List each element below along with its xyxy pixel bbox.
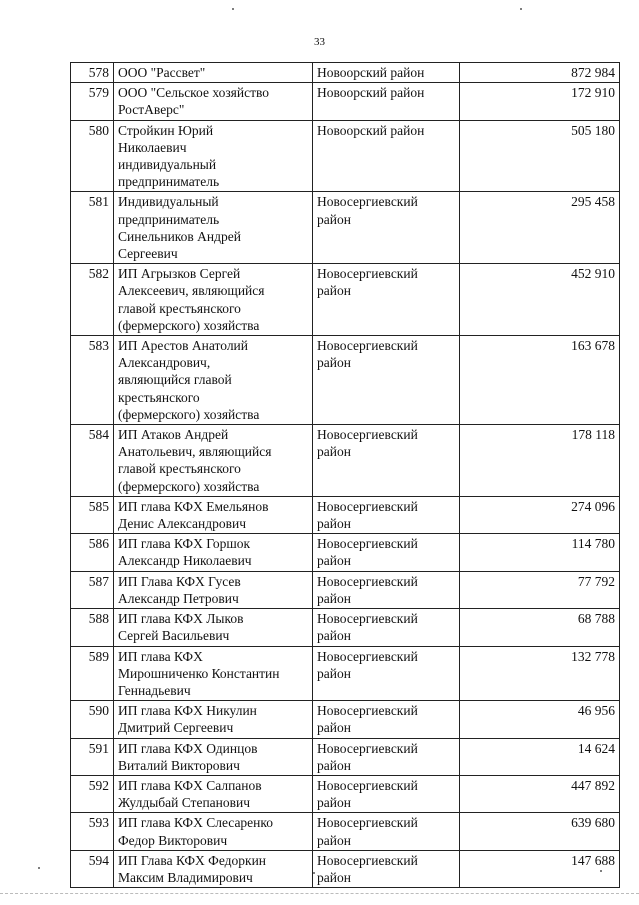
row-number: 586	[71, 534, 114, 571]
row-number: 588	[71, 609, 114, 646]
recipient-name-line: РостАверс"	[118, 102, 185, 118]
recipient-name-line: (фермерского) хозяйства	[118, 478, 260, 494]
recipient-name-cell	[114, 646, 313, 701]
row-number: 590	[71, 701, 114, 738]
recipient-name-line: Федор Викторович	[118, 832, 228, 848]
recipient-name-line: Дмитрий Сергеевич	[118, 720, 234, 736]
district-line: Новосергиевский	[317, 777, 418, 793]
recipient-name-line: Виталий Викторович	[118, 757, 240, 773]
amount-cell: 447 892	[460, 775, 620, 812]
row-number: 578	[71, 63, 114, 83]
district-line: Новосергиевский	[317, 703, 418, 719]
recipient-name-line: Александр Петрович	[118, 590, 239, 606]
recipient-name-line: являющийся главой	[118, 372, 232, 388]
table-row	[71, 496, 620, 533]
recipient-name-line: Геннадьевич	[118, 682, 191, 698]
table-row	[71, 850, 620, 887]
recipient-name-cell	[114, 571, 313, 608]
recipient-name-cell	[114, 850, 313, 887]
district-line: Новосергиевский	[317, 338, 418, 354]
recipient-name-cell	[114, 63, 313, 83]
district-line: Новосергиевский	[317, 648, 418, 664]
amount-cell: 505 180	[460, 120, 620, 192]
scan-speck	[600, 870, 602, 872]
table-row	[71, 571, 620, 608]
amount-cell: 132 778	[460, 646, 620, 701]
recipient-name-cell	[114, 609, 313, 646]
district-cell	[313, 496, 460, 533]
amount-cell: 14 624	[460, 738, 620, 775]
district-cell	[313, 192, 460, 264]
recipient-name-line: Мирошниченко Константин	[118, 665, 280, 681]
table-row	[71, 775, 620, 812]
table-row	[71, 701, 620, 738]
row-number: 589	[71, 646, 114, 701]
district-cell	[313, 120, 460, 192]
scan-speck	[38, 867, 40, 869]
recipient-name-line: Сергеевич	[118, 246, 178, 262]
recipient-name-line: ИП глава КФХ Салпанов	[118, 777, 262, 793]
row-number: 592	[71, 775, 114, 812]
district-line: Новосергиевский	[317, 498, 418, 514]
district-line: Новосергиевский	[317, 852, 418, 868]
district-cell	[313, 534, 460, 571]
recipient-name-line: ИП глава КФХ	[118, 648, 203, 664]
recipient-name-line: главой крестьянского	[118, 461, 241, 477]
district-cell	[313, 264, 460, 336]
recipient-name-cell	[114, 425, 313, 497]
recipient-name-line: Николаевич	[118, 139, 187, 155]
recipient-name-cell	[114, 496, 313, 533]
recipient-name-line: ИП Арестов Анатолий	[118, 338, 249, 354]
recipient-name-line: индивидуальный	[118, 157, 217, 173]
amount-cell: 172 910	[460, 83, 620, 120]
recipient-name-line: Сергей Васильевич	[118, 628, 230, 644]
district-cell	[313, 850, 460, 887]
amount-cell: 274 096	[460, 496, 620, 533]
table-row	[71, 425, 620, 497]
table-body	[71, 63, 620, 888]
table-row	[71, 813, 620, 850]
recipient-name-cell	[114, 120, 313, 192]
district-line: Новоорский район	[317, 85, 425, 101]
recipient-name-line: ИП Атаков Андрей	[118, 427, 229, 443]
table-row	[71, 336, 620, 425]
recipient-name-line: главой крестьянского	[118, 300, 241, 316]
recipient-name-cell	[114, 775, 313, 812]
district-line: район	[317, 757, 351, 773]
district-line: Новосергиевский	[317, 427, 418, 443]
district-line: район	[317, 795, 351, 811]
table-row	[71, 192, 620, 264]
district-line: район	[317, 211, 351, 227]
recipient-name-line: предприниматель	[118, 174, 220, 190]
recipient-name-cell	[114, 192, 313, 264]
district-line: Новосергиевский	[317, 194, 418, 210]
scan-speck	[520, 8, 522, 10]
district-cell	[313, 775, 460, 812]
amount-cell: 46 956	[460, 701, 620, 738]
recipient-name-line: ИП глава КФХ Емельянов	[118, 498, 269, 514]
recipient-name-line: ИП Агрызков Сергей	[118, 266, 241, 282]
district-line: Новосергиевский	[317, 611, 418, 627]
district-line: район	[317, 832, 351, 848]
recipient-name-line: ИП глава КФХ Одинцов	[118, 740, 258, 756]
recipient-name-cell	[114, 813, 313, 850]
recipient-name-line: Алексеевич, являющийся	[118, 283, 265, 299]
registry-table	[70, 62, 620, 888]
recipient-name-line: ИП глава КФХ Никулин	[118, 703, 257, 719]
row-number: 593	[71, 813, 114, 850]
district-cell	[313, 336, 460, 425]
recipient-name-line: Стройкин Юрий	[118, 122, 214, 138]
recipient-name-line: ИП Глава КФХ Федоркин	[118, 852, 267, 868]
table-row	[71, 63, 620, 83]
recipient-name-line: (фермерского) хозяйства	[118, 406, 260, 422]
scan-speck	[313, 872, 315, 874]
page-bottom-rule	[0, 893, 639, 894]
district-line: район	[317, 628, 351, 644]
recipient-name-line: ИП глава КФХ Горшок	[118, 536, 251, 552]
table-row	[71, 609, 620, 646]
district-line: Новосергиевский	[317, 266, 418, 282]
district-line: Новоорский район	[317, 122, 425, 138]
district-line: район	[317, 283, 351, 299]
district-line: район	[317, 516, 351, 532]
district-cell	[313, 83, 460, 120]
row-number: 583	[71, 336, 114, 425]
amount-cell: 178 118	[460, 425, 620, 497]
amount-cell: 452 910	[460, 264, 620, 336]
amount-cell: 872 984	[460, 63, 620, 83]
recipient-name-cell	[114, 264, 313, 336]
row-number: 591	[71, 738, 114, 775]
district-cell	[313, 738, 460, 775]
district-line: Новосергиевский	[317, 740, 418, 756]
district-line: район	[317, 869, 351, 885]
recipient-name-line: крестьянского	[118, 389, 200, 405]
row-number: 587	[71, 571, 114, 608]
district-cell	[313, 63, 460, 83]
recipient-name-line: ООО "Сельское хозяйство	[118, 85, 270, 101]
recipient-name-cell	[114, 83, 313, 120]
district-line: район	[317, 444, 351, 460]
recipient-name-cell	[114, 534, 313, 571]
recipient-name-line: Анатольевич, являющийся	[118, 444, 272, 460]
recipient-name-line: Индивидуальный	[118, 194, 219, 210]
amount-cell: 68 788	[460, 609, 620, 646]
district-line: район	[317, 720, 351, 736]
recipient-name-line: Александрович,	[118, 355, 211, 371]
table-row	[71, 738, 620, 775]
recipient-name-line: Александр Николаевич	[118, 553, 252, 569]
table-row	[71, 264, 620, 336]
row-number: 582	[71, 264, 114, 336]
row-number: 594	[71, 850, 114, 887]
recipient-name-line: ИП Глава КФХ Гусев	[118, 573, 241, 589]
table-row	[71, 534, 620, 571]
table-row	[71, 646, 620, 701]
district-line: район	[317, 590, 351, 606]
recipient-name-line: (фермерского) хозяйства	[118, 317, 260, 333]
table-row	[71, 83, 620, 120]
amount-cell: 114 780	[460, 534, 620, 571]
amount-cell: 77 792	[460, 571, 620, 608]
recipient-name-line: Денис Александрович	[118, 516, 247, 532]
recipient-name-line: Максим Владимирович	[118, 869, 253, 885]
recipient-name-line: ООО "Рассвет"	[118, 65, 206, 80]
district-cell	[313, 609, 460, 646]
recipient-name-line: ИП глава КФХ Слесаренко	[118, 815, 274, 831]
amount-cell: 295 458	[460, 192, 620, 264]
district-line: район	[317, 665, 351, 681]
recipient-name-cell	[114, 701, 313, 738]
recipient-name-line: ИП глава КФХ Лыков	[118, 611, 244, 627]
row-number: 579	[71, 83, 114, 120]
recipient-name-line: предприниматель	[118, 211, 220, 227]
district-line: район	[317, 355, 351, 371]
district-line: Новосергиевский	[317, 573, 418, 589]
district-cell	[313, 425, 460, 497]
district-line: Новоорский район	[317, 65, 425, 80]
district-cell	[313, 813, 460, 850]
row-number: 581	[71, 192, 114, 264]
district-line: Новосергиевский	[317, 536, 418, 552]
recipient-name-line: Синельников Андрей	[118, 228, 241, 244]
row-number: 580	[71, 120, 114, 192]
page-number: 33	[314, 36, 325, 48]
district-line: район	[317, 553, 351, 569]
amount-cell: 147 688	[460, 850, 620, 887]
amount-cell: 163 678	[460, 336, 620, 425]
scan-speck	[232, 8, 234, 10]
amount-cell: 639 680	[460, 813, 620, 850]
district-cell	[313, 646, 460, 701]
district-cell	[313, 701, 460, 738]
recipient-name-cell	[114, 738, 313, 775]
recipient-name-cell	[114, 336, 313, 425]
row-number: 585	[71, 496, 114, 533]
district-line: Новосергиевский	[317, 815, 418, 831]
table-row	[71, 120, 620, 192]
district-cell	[313, 571, 460, 608]
row-number: 584	[71, 425, 114, 497]
recipient-name-line: Жулдыбай Степанович	[118, 795, 251, 811]
